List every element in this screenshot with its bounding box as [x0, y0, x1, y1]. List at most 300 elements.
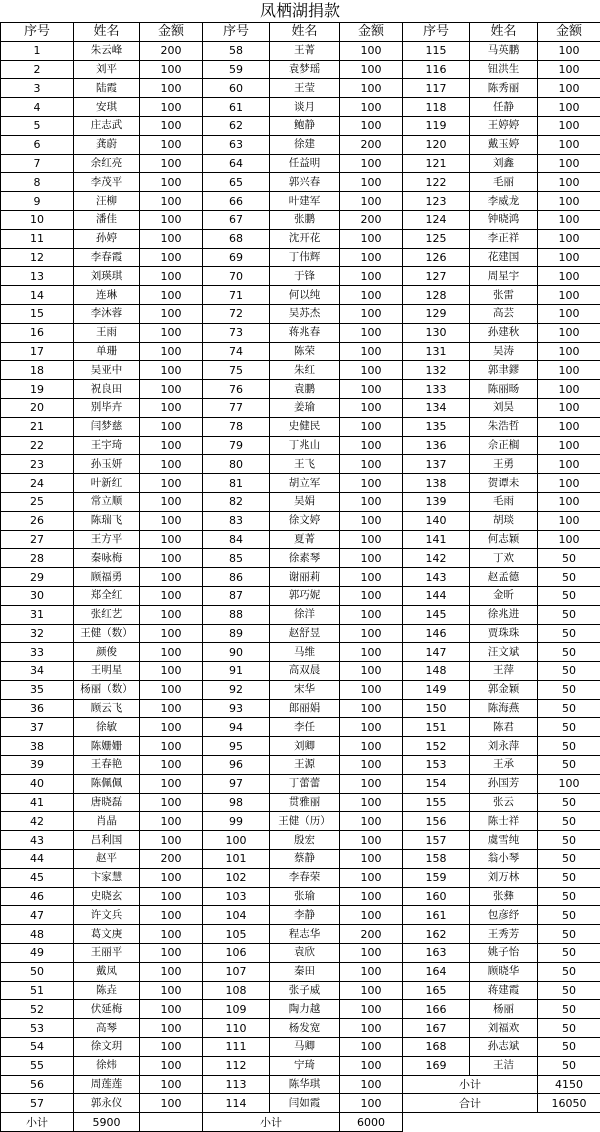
amount-cell: 100: [140, 1094, 203, 1113]
name-cell: 史健民: [270, 417, 340, 436]
name-cell: 史晓玄: [74, 887, 140, 906]
seq-cell: 128: [403, 286, 470, 305]
amount-cell: 100: [140, 756, 203, 775]
header-seq: 序号: [203, 23, 270, 42]
table-row: [1, 511, 600, 530]
name-cell: 徐兆进: [470, 605, 538, 624]
total-label: 合计: [403, 1094, 538, 1113]
name-cell: 陈君: [470, 718, 538, 737]
seq-cell: 102: [203, 868, 270, 887]
seq-cell: 3: [1, 79, 74, 98]
seq-cell: 69: [203, 248, 270, 267]
amount-cell: 100: [538, 41, 600, 60]
seq-cell: 64: [203, 154, 270, 173]
amount-cell: 50: [538, 549, 600, 568]
sheet-title: 凤栖湖捐款: [0, 0, 600, 22]
amount-cell: 100: [140, 304, 203, 323]
table-row: [1, 1113, 600, 1132]
name-cell: 张云: [470, 793, 538, 812]
name-cell: 常立顺: [74, 492, 140, 511]
seq-cell: 156: [403, 812, 470, 831]
name-cell: 刘万林: [470, 868, 538, 887]
seq-cell: 150: [403, 699, 470, 718]
table-row: [1, 981, 600, 1000]
seq-cell: 70: [203, 267, 270, 286]
seq-cell: 95: [203, 737, 270, 756]
amount-cell: 100: [340, 944, 403, 963]
seq-cell: 164: [403, 962, 470, 981]
table-row: [1, 267, 600, 286]
table-row: [1, 925, 600, 944]
amount-cell: 100: [340, 643, 403, 662]
amount-cell: 50: [538, 793, 600, 812]
name-cell: 陆霞: [74, 79, 140, 98]
seq-cell: 137: [403, 455, 470, 474]
amount-cell: 100: [140, 718, 203, 737]
amount-cell: 100: [140, 737, 203, 756]
seq-cell: 113: [203, 1075, 270, 1094]
amount-cell: 100: [538, 530, 600, 549]
name-cell: 王菁: [270, 41, 340, 60]
seq-cell: 48: [1, 925, 74, 944]
amount-cell: 100: [340, 1094, 403, 1113]
name-cell: 戴玉婷: [470, 135, 538, 154]
name-cell: 肖晶: [74, 812, 140, 831]
amount-cell: 50: [538, 981, 600, 1000]
seq-cell: 39: [1, 756, 74, 775]
amount-cell: 100: [140, 98, 203, 117]
seq-cell: 158: [403, 850, 470, 869]
amount-cell: 100: [140, 323, 203, 342]
amount-cell: 100: [538, 229, 600, 248]
seq-cell: 126: [403, 248, 470, 267]
amount-cell: 50: [538, 756, 600, 775]
seq-cell: 97: [203, 774, 270, 793]
name-cell: 毛雨: [470, 492, 538, 511]
name-cell: 马英鹏: [470, 41, 538, 60]
seq-cell: 110: [203, 1019, 270, 1038]
header-amount: 金额: [538, 23, 600, 42]
header-amount: 金额: [340, 23, 403, 42]
name-cell: 谢丽莉: [270, 568, 340, 587]
amount-cell: 100: [140, 812, 203, 831]
seq-cell: 41: [1, 793, 74, 812]
seq-cell: 73: [203, 323, 270, 342]
seq-cell: 82: [203, 492, 270, 511]
amount-cell: 100: [340, 41, 403, 60]
seq-cell: 38: [1, 737, 74, 756]
name-cell: 颜俊: [74, 643, 140, 662]
name-cell: 闫如霞: [270, 1094, 340, 1113]
name-cell: 姚子怡: [470, 944, 538, 963]
amount-cell: 100: [538, 774, 600, 793]
seq-cell: 149: [403, 680, 470, 699]
amount-cell: 100: [538, 511, 600, 530]
seq-cell: 157: [403, 831, 470, 850]
name-cell: 朱红: [270, 361, 340, 380]
name-cell: 陈士祥: [470, 812, 538, 831]
name-cell: 郭巧妮: [270, 586, 340, 605]
name-cell: 陶力越: [270, 1000, 340, 1019]
amount-cell: 100: [538, 116, 600, 135]
amount-cell: 100: [340, 342, 403, 361]
name-cell: 马维: [270, 643, 340, 662]
name-cell: 徐敏: [74, 718, 140, 737]
name-cell: 秦田: [270, 962, 340, 981]
name-cell: 孙建秋: [470, 323, 538, 342]
seq-cell: 132: [403, 361, 470, 380]
seq-cell: 10: [1, 210, 74, 229]
subtotal-value: 6000: [340, 1113, 403, 1132]
name-cell: 王春艳: [74, 756, 140, 775]
table-row: [1, 643, 600, 662]
seq-cell: 32: [1, 624, 74, 643]
table-row: [1, 304, 600, 323]
amount-cell: 100: [538, 304, 600, 323]
seq-cell: 25: [1, 492, 74, 511]
seq-cell: 167: [403, 1019, 470, 1038]
name-cell: 虞雪纯: [470, 831, 538, 850]
seq-cell: 78: [203, 417, 270, 436]
name-cell: 高双晨: [270, 662, 340, 681]
amount-cell: 100: [140, 267, 203, 286]
name-cell: 刘平: [74, 60, 140, 79]
subtotal-value: 5900: [74, 1113, 140, 1132]
seq-cell: 139: [403, 492, 470, 511]
name-cell: 潘佳: [74, 210, 140, 229]
seq-cell: 129: [403, 304, 470, 323]
seq-cell: 121: [403, 154, 470, 173]
seq-cell: 140: [403, 511, 470, 530]
amount-cell: 100: [340, 624, 403, 643]
name-cell: 杨丽: [470, 1000, 538, 1019]
name-cell: 沈开花: [270, 229, 340, 248]
seq-cell: 123: [403, 192, 470, 211]
amount-cell: 50: [538, 868, 600, 887]
name-cell: 王宇琦: [74, 436, 140, 455]
amount-cell: 100: [140, 906, 203, 925]
seq-cell: 47: [1, 906, 74, 925]
name-cell: 陈华琪: [270, 1075, 340, 1094]
amount-cell: 200: [140, 850, 203, 869]
amount-cell: 100: [340, 718, 403, 737]
seq-cell: 114: [203, 1094, 270, 1113]
seq-cell: 12: [1, 248, 74, 267]
name-cell: 刘永萍: [470, 737, 538, 756]
seq-cell: 79: [203, 436, 270, 455]
name-cell: 吴涛: [470, 342, 538, 361]
amount-cell: 100: [340, 699, 403, 718]
amount-cell: 100: [538, 474, 600, 493]
amount-cell: 50: [538, 586, 600, 605]
amount-cell: 100: [538, 60, 600, 79]
name-cell: 鲍静: [270, 116, 340, 135]
table-row: [1, 417, 600, 436]
name-cell: 毛丽: [470, 173, 538, 192]
amount-cell: 50: [538, 906, 600, 925]
seq-cell: 87: [203, 586, 270, 605]
seq-cell: 5: [1, 116, 74, 135]
name-cell: 王秀芳: [470, 925, 538, 944]
seq-cell: 16: [1, 323, 74, 342]
amount-cell: 100: [140, 79, 203, 98]
seq-cell: 107: [203, 962, 270, 981]
amount-cell: 100: [340, 79, 403, 98]
seq-cell: 168: [403, 1038, 470, 1057]
name-cell: 宁琦: [270, 1056, 340, 1075]
seq-cell: 34: [1, 662, 74, 681]
amount-cell: 50: [538, 831, 600, 850]
name-cell: 徐素琴: [270, 549, 340, 568]
name-cell: 包彦纾: [470, 906, 538, 925]
table-row: [1, 492, 600, 511]
seq-cell: 141: [403, 530, 470, 549]
name-cell: 王承: [470, 756, 538, 775]
seq-cell: 55: [1, 1056, 74, 1075]
amount-cell: 100: [340, 286, 403, 305]
amount-cell: 100: [140, 699, 203, 718]
seq-cell: 43: [1, 831, 74, 850]
seq-cell: 84: [203, 530, 270, 549]
table-row: [1, 398, 600, 417]
seq-cell: 54: [1, 1038, 74, 1057]
amount-cell: 100: [140, 868, 203, 887]
name-cell: 任静: [470, 98, 538, 117]
seq-cell: 162: [403, 925, 470, 944]
seq-cell: 6: [1, 135, 74, 154]
name-cell: 祝良田: [74, 380, 140, 399]
table-row: [1, 662, 600, 681]
seq-cell: 135: [403, 417, 470, 436]
amount-cell: 100: [340, 850, 403, 869]
amount-cell: 100: [140, 398, 203, 417]
amount-cell: 100: [140, 605, 203, 624]
name-cell: 安琪: [74, 98, 140, 117]
seq-cell: 49: [1, 944, 74, 963]
seq-cell: 17: [1, 342, 74, 361]
seq-cell: 42: [1, 812, 74, 831]
amount-cell: 100: [340, 229, 403, 248]
table-row: [1, 286, 600, 305]
seq-cell: 74: [203, 342, 270, 361]
seq-cell: 142: [403, 549, 470, 568]
table-row: [1, 680, 600, 699]
table-row: [1, 868, 600, 887]
table-row: [1, 342, 600, 361]
seq-cell: 94: [203, 718, 270, 737]
amount-cell: 50: [538, 662, 600, 681]
table-row: [1, 549, 600, 568]
name-cell: 张瑜: [270, 887, 340, 906]
table-row: [1, 474, 600, 493]
seq-cell: 26: [1, 511, 74, 530]
table-row: [1, 624, 600, 643]
seq-cell: 9: [1, 192, 74, 211]
name-cell: 徐文玥: [74, 1038, 140, 1057]
amount-cell: 100: [140, 173, 203, 192]
amount-cell: 100: [340, 436, 403, 455]
amount-cell: 100: [140, 530, 203, 549]
amount-cell: 100: [340, 267, 403, 286]
seq-cell: 154: [403, 774, 470, 793]
amount-cell: 100: [140, 962, 203, 981]
amount-cell: 100: [538, 492, 600, 511]
amount-cell: 100: [140, 135, 203, 154]
amount-cell: 100: [340, 774, 403, 793]
seq-cell: 165: [403, 981, 470, 1000]
amount-cell: 100: [340, 455, 403, 474]
name-cell: 顾云飞: [74, 699, 140, 718]
name-cell: 宋华: [270, 680, 340, 699]
amount-cell: 100: [340, 756, 403, 775]
amount-cell: 50: [538, 643, 600, 662]
subtotal-value: 4150: [538, 1075, 600, 1094]
amount-cell: 50: [538, 568, 600, 587]
name-cell: 陈垚: [74, 981, 140, 1000]
name-cell: 赵舒昱: [270, 624, 340, 643]
name-cell: 王丽平: [74, 944, 140, 963]
seq-cell: 7: [1, 154, 74, 173]
seq-cell: 111: [203, 1038, 270, 1057]
seq-cell: 90: [203, 643, 270, 662]
amount-cell: 100: [140, 1000, 203, 1019]
name-cell: 金昕: [470, 586, 538, 605]
table-row: [1, 1056, 600, 1075]
name-cell: 丁兆山: [270, 436, 340, 455]
amount-cell: 100: [140, 831, 203, 850]
seq-cell: 136: [403, 436, 470, 455]
seq-cell: 46: [1, 887, 74, 906]
seq-cell: 11: [1, 229, 74, 248]
seq-cell: 159: [403, 868, 470, 887]
name-cell: 钟晓鸿: [470, 210, 538, 229]
name-cell: 王方平: [74, 530, 140, 549]
name-cell: 刘鑫: [470, 154, 538, 173]
name-cell: 单珊: [74, 342, 140, 361]
seq-cell: 56: [1, 1075, 74, 1094]
amount-cell: 100: [340, 474, 403, 493]
name-cell: 徐文婷: [270, 511, 340, 530]
seq-cell: 103: [203, 887, 270, 906]
table-row: [1, 79, 600, 98]
name-cell: 张雷: [470, 286, 538, 305]
seq-cell: 36: [1, 699, 74, 718]
name-cell: 孙志斌: [470, 1038, 538, 1057]
name-cell: 葛文庚: [74, 925, 140, 944]
amount-cell: 100: [340, 361, 403, 380]
seq-cell: 115: [403, 41, 470, 60]
name-cell: 陈丽旸: [470, 380, 538, 399]
seq-cell: 143: [403, 568, 470, 587]
table-row: [1, 98, 600, 117]
name-cell: 李春霞: [74, 248, 140, 267]
name-cell: 杨丽（数）: [74, 680, 140, 699]
seq-cell: 155: [403, 793, 470, 812]
table-row: [1, 530, 600, 549]
name-cell: 钮洪生: [470, 60, 538, 79]
amount-cell: 100: [140, 511, 203, 530]
seq-cell: 58: [203, 41, 270, 60]
amount-cell: 100: [140, 286, 203, 305]
name-cell: 陈佩佩: [74, 774, 140, 793]
name-cell: 孙婷: [74, 229, 140, 248]
seq-cell: 53: [1, 1019, 74, 1038]
table-row: [1, 568, 600, 587]
table-row: [1, 192, 600, 211]
name-cell: 郭永仪: [74, 1094, 140, 1113]
seq-cell: 51: [1, 981, 74, 1000]
name-cell: 赵平: [74, 850, 140, 869]
name-cell: 贾珠珠: [470, 624, 538, 643]
amount-cell: 100: [340, 530, 403, 549]
amount-cell: 100: [340, 98, 403, 117]
name-cell: 陈秀丽: [470, 79, 538, 98]
amount-cell: 100: [340, 586, 403, 605]
name-cell: 郭兴春: [270, 173, 340, 192]
seq-cell: 116: [403, 60, 470, 79]
seq-cell: 33: [1, 643, 74, 662]
name-cell: 殷宏: [270, 831, 340, 850]
table-row: [1, 944, 600, 963]
seq-cell: 152: [403, 737, 470, 756]
table-row: [1, 173, 600, 192]
seq-cell: 93: [203, 699, 270, 718]
amount-cell: 100: [538, 380, 600, 399]
seq-cell: 130: [403, 323, 470, 342]
seq-cell: 91: [203, 662, 270, 681]
name-cell: 翁小琴: [470, 850, 538, 869]
seq-cell: 50: [1, 962, 74, 981]
amount-cell: 100: [140, 793, 203, 812]
seq-cell: 101: [203, 850, 270, 869]
amount-cell: 100: [140, 944, 203, 963]
name-cell: 孙玉妍: [74, 455, 140, 474]
table-header-row: [1, 23, 600, 42]
seq-cell: 127: [403, 267, 470, 286]
seq-cell: 76: [203, 380, 270, 399]
amount-cell: 100: [340, 304, 403, 323]
seq-cell: 86: [203, 568, 270, 587]
amount-cell: 100: [140, 981, 203, 1000]
amount-cell: 100: [340, 116, 403, 135]
empty-cell: [140, 1113, 203, 1132]
name-cell: 王莹: [270, 79, 340, 98]
name-cell: 吴苏杰: [270, 304, 340, 323]
name-cell: 周莲莲: [74, 1075, 140, 1094]
table-row: [1, 962, 600, 981]
amount-cell: 100: [140, 229, 203, 248]
seq-cell: 120: [403, 135, 470, 154]
seq-cell: 67: [203, 210, 270, 229]
table-row: [1, 756, 600, 775]
amount-cell: 100: [140, 248, 203, 267]
seq-cell: 80: [203, 455, 270, 474]
seq-cell: 52: [1, 1000, 74, 1019]
amount-cell: 100: [140, 925, 203, 944]
header-name: 姓名: [270, 23, 340, 42]
name-cell: 何以纯: [270, 286, 340, 305]
name-cell: 谈月: [270, 98, 340, 117]
name-cell: 李威龙: [470, 192, 538, 211]
name-cell: 郎丽娟: [270, 699, 340, 718]
table-row: [1, 1019, 600, 1038]
seq-cell: 119: [403, 116, 470, 135]
seq-cell: 59: [203, 60, 270, 79]
name-cell: 李沐蓉: [74, 304, 140, 323]
name-cell: 徐洋: [270, 605, 340, 624]
amount-cell: 100: [538, 248, 600, 267]
amount-cell: 100: [538, 417, 600, 436]
